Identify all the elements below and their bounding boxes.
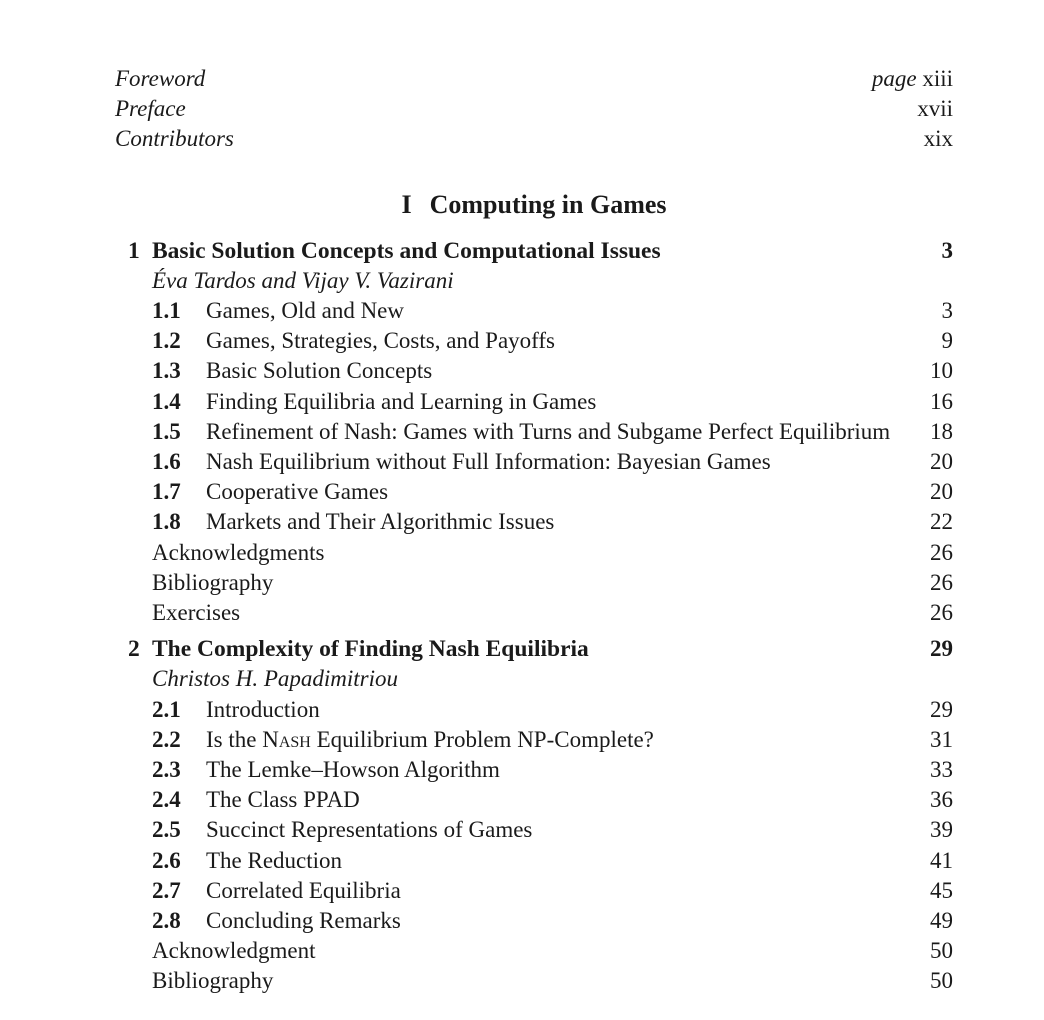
toc-section-2-4-page: 36	[930, 787, 953, 812]
toc-section-1-4: 1.4 Finding Equilibria and Learning in Games	[152, 389, 597, 414]
toc-section-2-6: 2.6 The Reduction	[152, 848, 343, 873]
part-title: Computing in Games	[429, 190, 667, 219]
toc-section-2-1-page: 29	[930, 697, 953, 722]
toc-ch1-bibliography-page: 26	[930, 570, 953, 595]
toc-front-contributors: Contributors	[115, 126, 234, 151]
toc-section-1-6-page: 20	[930, 449, 953, 474]
toc-front-contributors-page: xix	[923, 126, 953, 151]
toc-section-2-6-page: 41	[930, 848, 953, 873]
toc-section-2-8: 2.8 Concluding Remarks	[152, 908, 401, 933]
toc-section-2-3-page: 33	[930, 757, 953, 782]
chapter-1-page: 3	[941, 238, 953, 263]
toc-section-1-7: 1.7 Cooperative Games	[152, 479, 389, 504]
toc-section-2-8-page: 49	[930, 908, 953, 933]
toc-section-2-5: 2.5 Succinct Representations of Games	[152, 817, 533, 842]
chapter-1-title: 1 Basic Solution Concepts and Computational Issues	[128, 238, 661, 264]
toc-ch2-acknowledgment: Acknowledgment	[152, 938, 316, 963]
toc-section-2-7: 2.7 Correlated Equilibria	[152, 878, 401, 903]
toc-section-1-5: 1.5 Refinement of Nash: Games with Turns and Subgame Perfect Equilibrium	[152, 419, 891, 444]
toc-section-2-1: 2.1 Introduction	[152, 697, 320, 722]
toc-ch2-bibliography-page: 50	[930, 968, 953, 993]
toc-section-2-4: 2.4 The Class PPAD	[152, 787, 360, 812]
toc-section-2-2: 2.2 Is the Nash Equilibrium Problem NP-Complete?	[152, 727, 654, 752]
toc-section-1-3: 1.3 Basic Solution Concepts	[152, 358, 433, 383]
toc-front-preface-page: xvii	[917, 96, 953, 121]
toc-section-1-8: 1.8 Markets and Their Algorithmic Issues	[152, 509, 555, 534]
toc-section-1-8-page: 22	[930, 509, 953, 534]
toc-section-1-2-page: 9	[941, 328, 953, 353]
toc-front-foreword: Foreword	[115, 66, 206, 91]
toc-section-1-7-page: 20	[930, 479, 953, 504]
toc-ch1-bibliography: Bibliography	[152, 570, 274, 595]
chapter-2-title: 2 The Complexity of Finding Nash Equilibria	[128, 636, 589, 662]
toc-section-1-6: 1.6 Nash Equilibrium without Full Information: Bayesian Games	[152, 449, 771, 474]
page-prefix: page	[871, 66, 917, 91]
toc-section-2-2-page: 31	[930, 727, 953, 752]
toc-section-1-2: 1.2 Games, Strategies, Costs, and Payoffs	[152, 328, 556, 353]
toc-ch2-bibliography: Bibliography	[152, 968, 274, 993]
toc-ch2-acknowledgment-page: 50	[930, 938, 953, 963]
toc-front-foreword-page: page xiii	[871, 66, 953, 91]
chapter-2-authors: Christos H. Papadimitriou	[152, 666, 399, 691]
toc-section-1-1: 1.1 Games, Old and New	[152, 298, 405, 323]
toc-section-1-1-page: 3	[941, 298, 953, 323]
toc-section-2-3: 2.3 The Lemke–Howson Algorithm	[152, 757, 500, 782]
toc-ch1-acknowledgments: Acknowledgments	[152, 540, 325, 565]
chapter-2-page: 29	[930, 636, 953, 661]
toc-section-1-5-page: 18	[930, 419, 953, 444]
chapter-1-authors: Éva Tardos and Vijay V. Vazirani	[152, 268, 454, 293]
part-number: I	[401, 190, 412, 219]
toc-ch1-exercises-page: 26	[930, 600, 953, 625]
toc-ch1-exercises: Exercises	[152, 600, 241, 625]
toc-ch1-acknowledgments-page: 26	[930, 540, 953, 565]
toc-section-2-7-page: 45	[930, 878, 953, 903]
toc-section-1-3-page: 10	[930, 358, 953, 383]
toc-front-preface: Preface	[115, 96, 186, 121]
toc-section-2-5-page: 39	[930, 817, 953, 842]
part-heading	[0, 190, 1044, 220]
toc-section-1-4-page: 16	[930, 389, 953, 414]
